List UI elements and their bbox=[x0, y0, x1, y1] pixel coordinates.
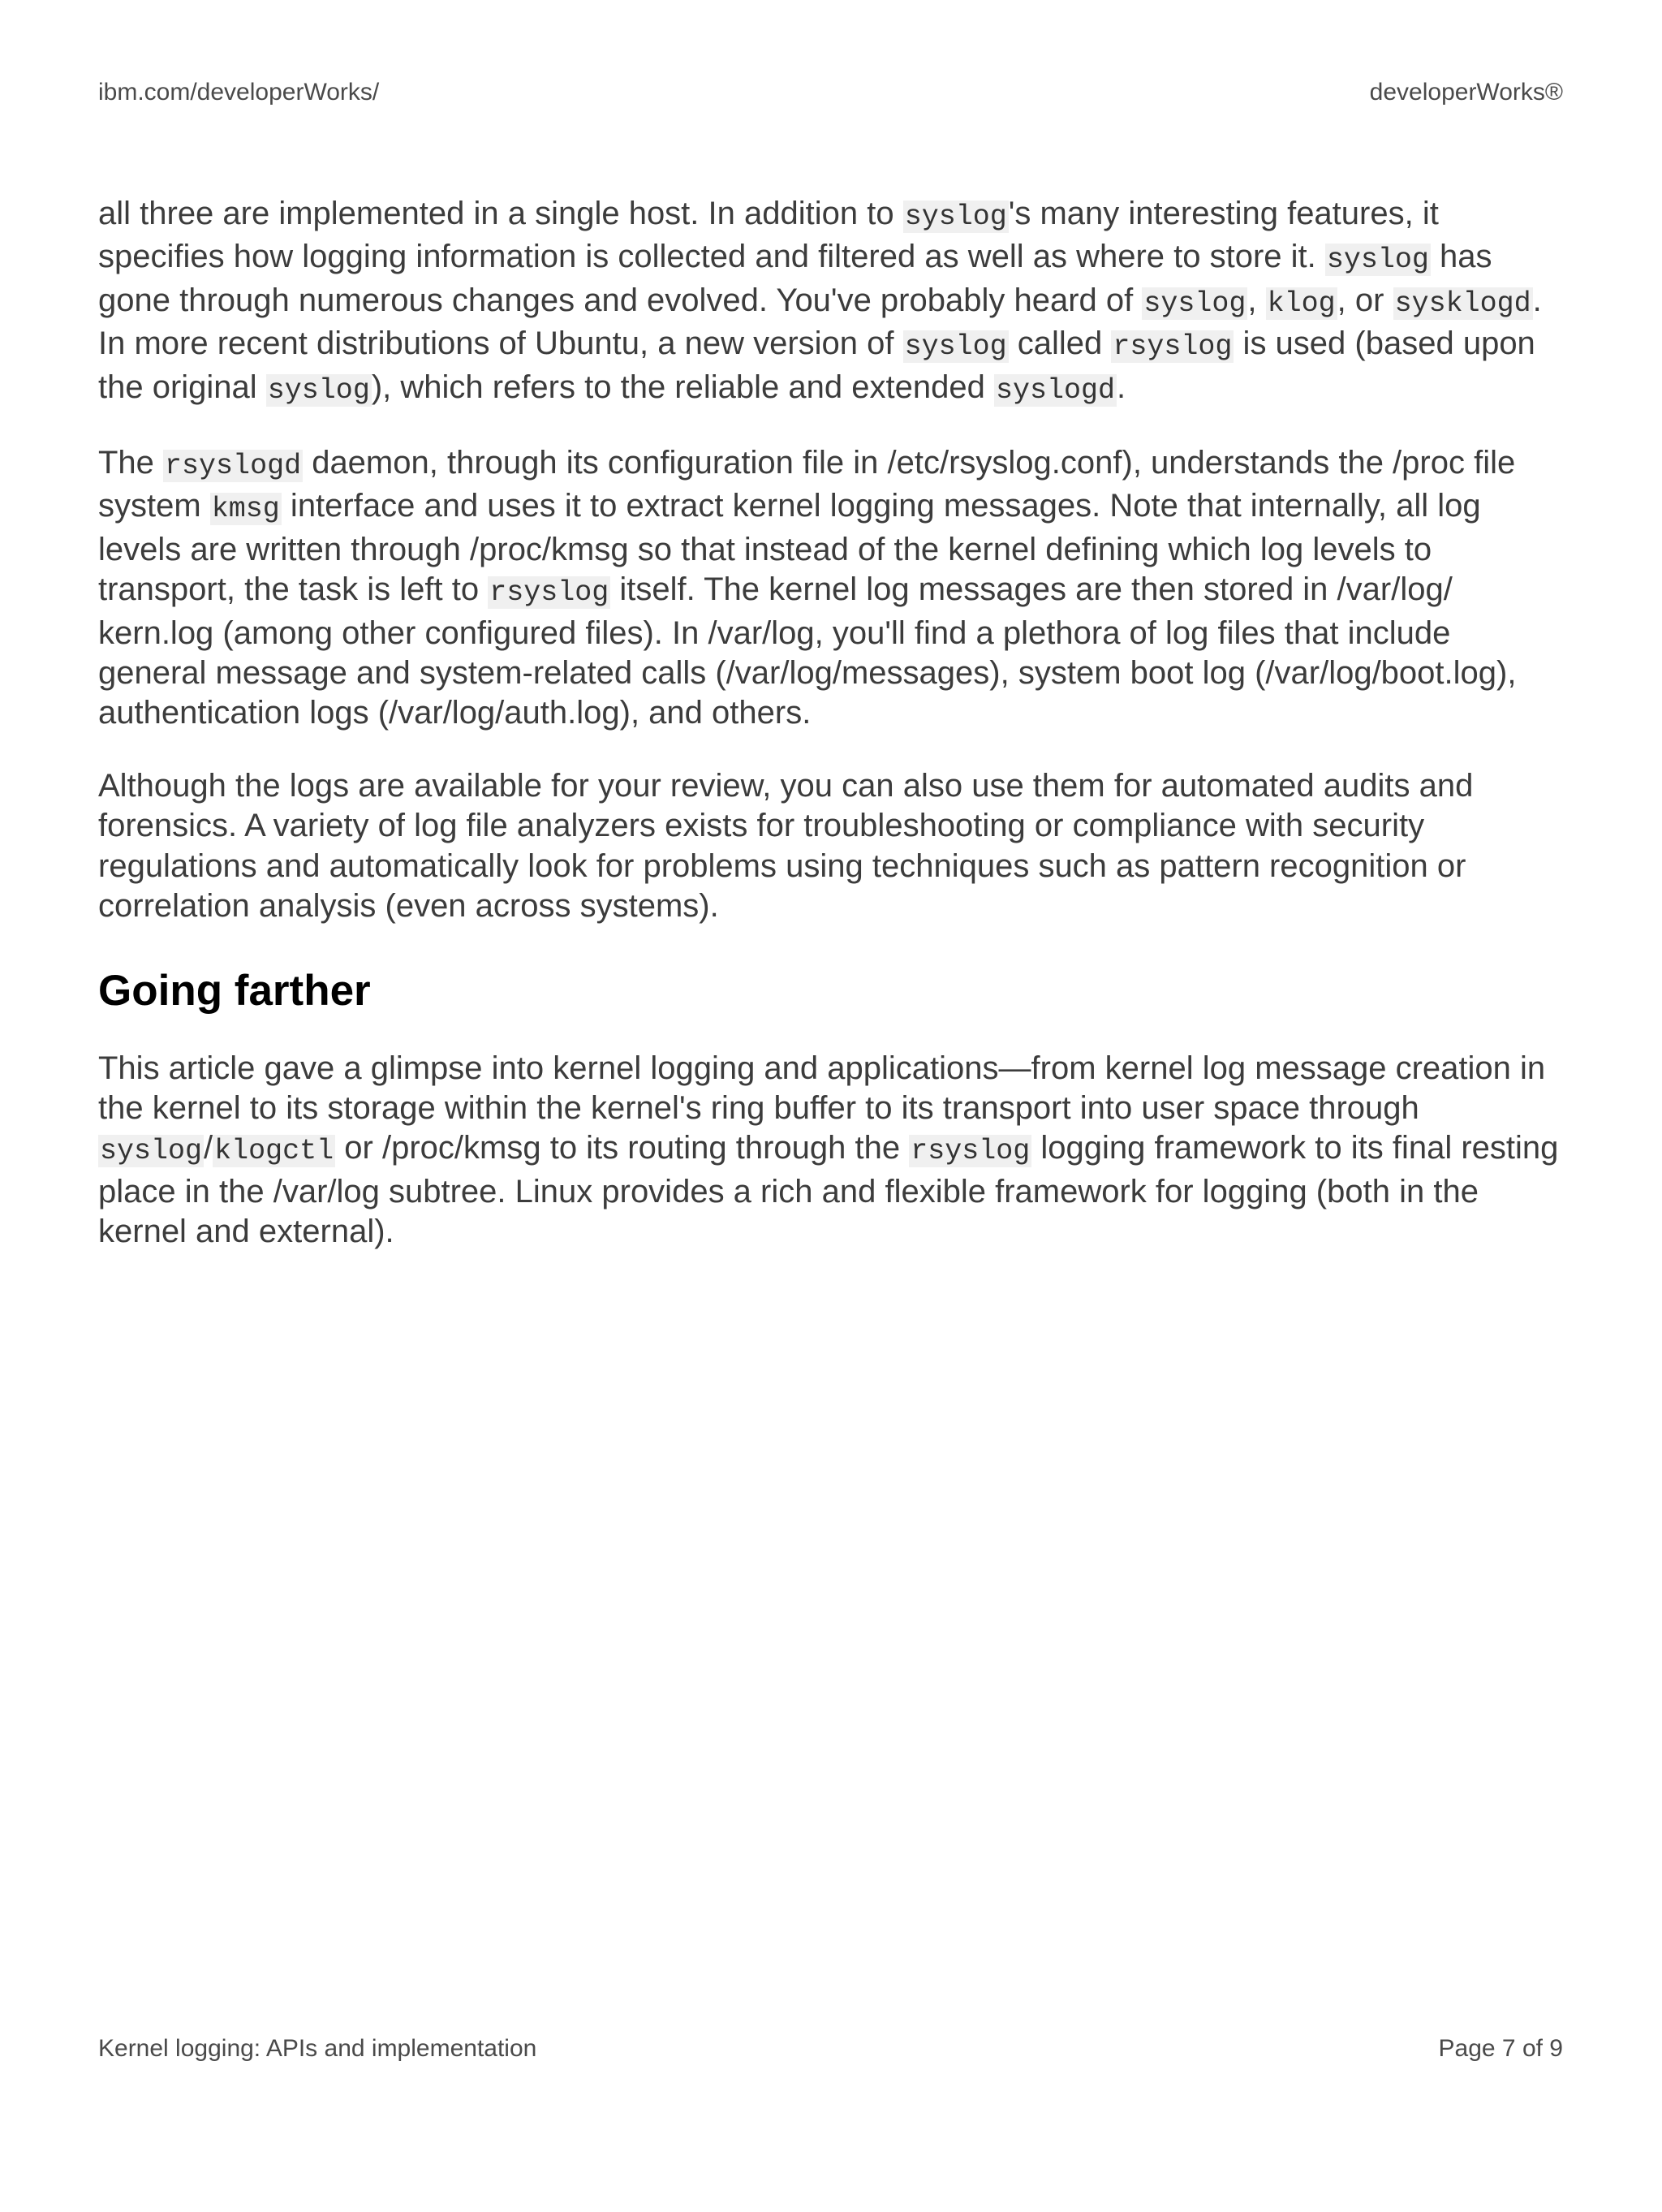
paragraph-syslog-overview bbox=[98, 194, 1563, 411]
text-span: has gone through numerous changes and evolved. You've probably heard of bbox=[98, 239, 1492, 318]
code-rsyslog: rsyslog bbox=[489, 576, 609, 610]
footer-article-title: Kernel logging: APIs and implementation bbox=[98, 2035, 537, 2062]
text-span: is used (based upon the original bbox=[98, 326, 1535, 405]
text-span: . In more recent distributions of Ubuntu, a new version of bbox=[98, 282, 1542, 362]
code-syslogd: syslogd bbox=[995, 373, 1115, 407]
footer-page-number: Page 7 of 9 bbox=[1438, 2035, 1563, 2062]
code-rsyslogd: rsyslogd bbox=[165, 450, 302, 483]
article-body bbox=[98, 194, 1563, 1285]
code-syslog: syslog bbox=[904, 330, 1007, 364]
text-span: itself. The kernel log messages are then stored in /var/log/ kern.log (among other configured files). In /var/log, you'll find a plethora of log files that include general message and system-related calls (/var/log/messages), system boot log (/var/log/boot.log), authentication logs (/var/log/auth.log), and others. bbox=[98, 571, 1517, 731]
code-rsyslog: rsyslog bbox=[1113, 330, 1233, 364]
text-span: The bbox=[98, 445, 164, 481]
code-sysklogd: sysklogd bbox=[1394, 287, 1531, 320]
code-rsyslog: rsyslog bbox=[911, 1135, 1031, 1168]
code-syslog: syslog bbox=[100, 1135, 203, 1168]
code-syslog: syslog bbox=[267, 373, 370, 407]
text-span: , bbox=[1247, 282, 1266, 318]
text-span: interface and uses it to extract kernel logging messages. Note that internally, all log levels are written through /proc/kmsg so that instead of the kernel defining which log levels to transport, the task is left to bbox=[98, 488, 1481, 608]
text-span: 's many interesting features, it specifies how logging information is collected and filtered as well as where to store it. bbox=[98, 196, 1439, 275]
paragraph-log-analysis: Although the logs are available for your review, you can also use them for automated audits and forensics. A variety of log file analyzers exists for troubleshooting or compliance with security regulations and automatically look for problems using techniques such as pattern recognition or correlation analysis (even across systems). bbox=[98, 767, 1474, 925]
paragraph-conclusion bbox=[98, 1049, 1563, 1253]
page-footer bbox=[98, 2034, 1563, 2063]
text-span: ), which refers to the reliable and extended bbox=[371, 369, 994, 405]
text-span: . bbox=[1116, 369, 1126, 405]
code-syslog: syslog bbox=[904, 201, 1007, 233]
code-kmsg: kmsg bbox=[211, 493, 280, 526]
text-span: called bbox=[1008, 326, 1112, 362]
code-klogctl: klogctl bbox=[214, 1135, 334, 1168]
text-span: logging framework to its final resting place in the /var/log subtree. Linux provides a rich and flexible framework for logging (both in the kernel and external). bbox=[98, 1130, 1559, 1250]
code-syslog: syslog bbox=[1143, 287, 1246, 320]
text-span: all three are implemented in a single host. In addition to bbox=[98, 196, 903, 231]
text-span: , or bbox=[1337, 282, 1393, 318]
code-klog: klog bbox=[1267, 287, 1336, 320]
page-header bbox=[98, 78, 1563, 107]
paragraph-rsyslogd-daemon bbox=[98, 443, 1563, 734]
header-site-url: ibm.com/developerWorks/ bbox=[98, 79, 380, 106]
text-span: This article gave a glimpse into kernel logging and applications—from kernel log message creation in the kernel to its storage within the kernel's ring buffer to its transport into user space through bbox=[98, 1050, 1546, 1126]
text-span: / bbox=[204, 1130, 213, 1166]
section-heading: Going farther bbox=[98, 966, 371, 1015]
text-span: daemon, through its configuration file in /etc/rsyslog.conf), understands the /proc file system bbox=[98, 445, 1516, 524]
text-span: or /proc/kmsg to its routing through the bbox=[335, 1130, 910, 1166]
header-brand: developerWorks® bbox=[1369, 79, 1563, 106]
code-syslog: syslog bbox=[1326, 244, 1429, 277]
